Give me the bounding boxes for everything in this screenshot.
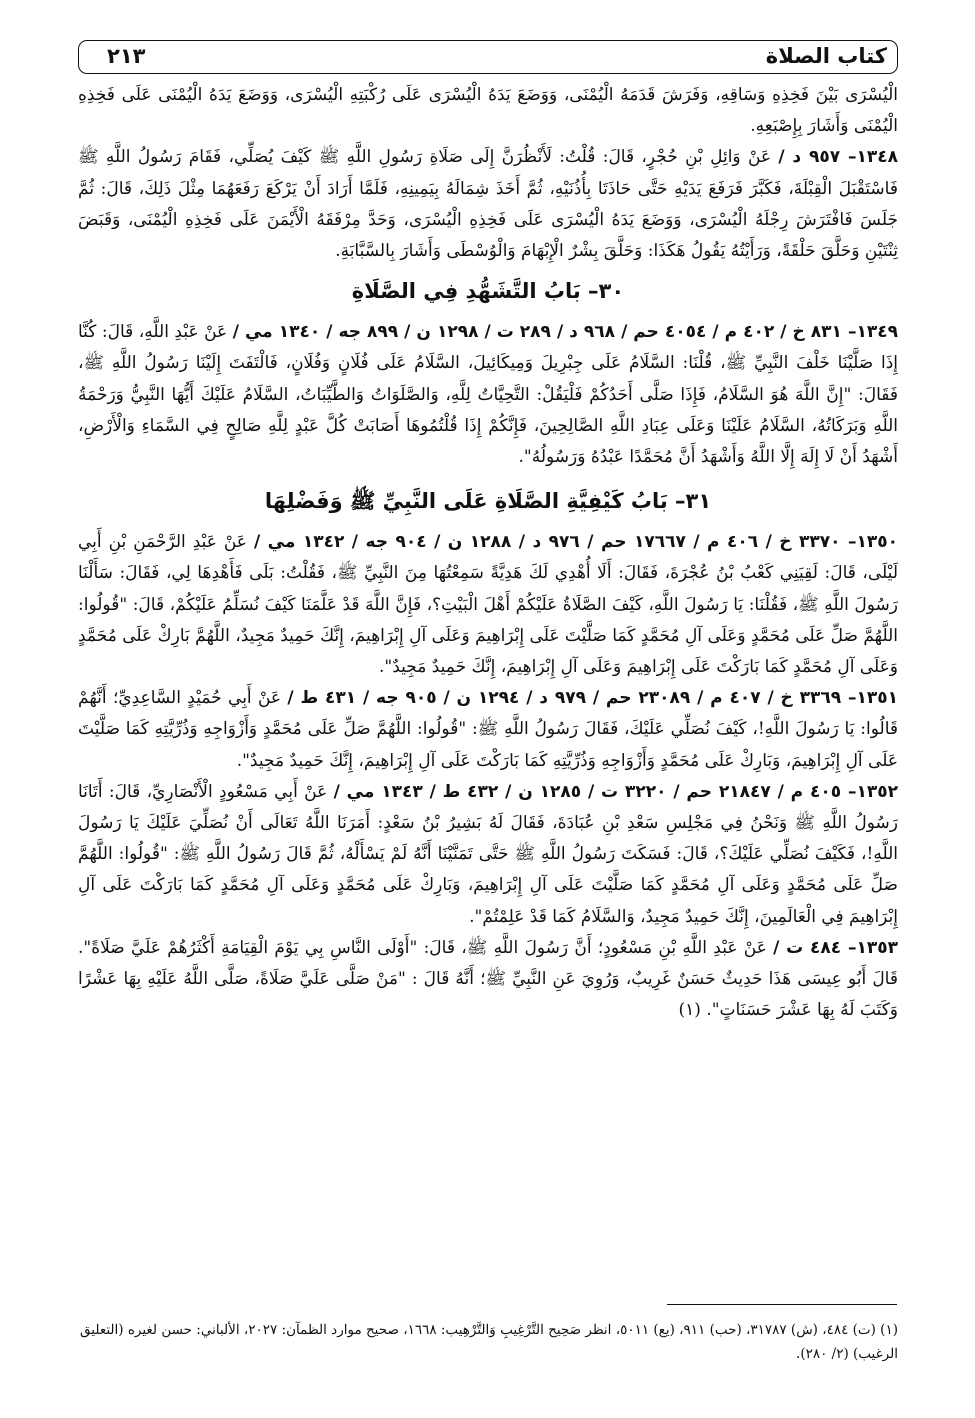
hadith-number: ١٣٤٨– ٩٥٧ د / [778,147,898,168]
hadith-1353 [78,933,898,1027]
page-number: ٢١٣ [107,44,146,68]
hadith-text: عَنْ أَبِي حُمَيْدٍ السَّاعِدِيِّ؛ أَنَّهُمْ قَالُوا: يَا رَسُولَ اللَّهِ!، كَيْفَ نُصَلِّي عَلَيْكَ، فَقَالَ رَسُولُ اللَّهِ ﷺ: "قُولُوا: اللَّهُمَّ صَلِّ عَلَى مُحَمَّدٍ وَأَزْوَاجِهِ وَذُرِّيَّتِهِ كَمَا صَلَّيْتَ عَلَى آلِ إِبْرَاهِيمَ، وَبَارِكْ عَلَى مُحَمَّدٍ وَأَزْوَاجِهِ وَذُرِّيَّتِهِ كَمَا بَارَكْتَ عَلَى آلِ إِبْرَاهِيمَ، إِنَّكَ حَمِيدٌ مَجِيدٌ". [78,688,898,771]
hadith-number: ١٣٤٩– ٨٣١ خ / ٤٠٢ م / ٤٠٥٤ حم / ٩٦٨ د / ٢٨٩ ت / ١٢٩٨ ن / ٨٩٩ جه / ١٣٤٠ مي / [232,322,898,343]
hadith-number: ١٣٥٠– ٣٣٧٠ خ / ٤٠٦ م / ١٧٦٦٧ حم / ٩٧٦ د / ١٢٨٨ ن / ٩٠٤ جه / ١٣٤٢ مي / [253,532,898,553]
paragraph-text: الْيُسْرَى بَيْنَ فَخِذِهِ وَسَاقِهِ، وَفَرَشَ قَدَمَهُ الْيُمْنَى، وَوَضَعَ يَدَهُ الْيُسْرَى عَلَى رُكْبَتِهِ الْيُسْرَى، وَوَضَعَ يَدَهُ الْيُمْنَى عَلَى فَخِذِهِ الْيُمْنَى وَأَشَارَ بِإِصْبَعِهِ. [78,85,898,137]
hadith-text: عَنْ عَبْدِ الرَّحْمَنِ بْنِ أَبِي لَيْلَى، قَالَ: لَقِيَنِي كَعْبُ بْنُ عُجْرَةَ، فَقَالَ: أَلَا أُهْدِي لَكَ هَدِيَّةً سَمِعْتُهَا مِنَ النَّبِيِّ ﷺ، فَقُلْتُ: بَلَى فَأَهْدِهَا لِي، فَقَالَ: سَأَلْنَا رَسُولَ اللَّهِ ﷺ، فَقُلْنَا: يَا رَسُولَ اللَّهِ، كَيْفَ الصَّلَاةُ عَلَيْكُمْ أَهْلَ الْبَيْتِ؟، فَإِنَّ اللَّهَ قَدْ عَلَّمَنَا كَيْفَ نُسَلِّمُ عَلَيْكُمْ، قَالَ: "قُولُوا: اللَّهُمَّ صَلِّ عَلَى مُحَمَّدٍ وَعَلَى آلِ مُحَمَّدٍ كَمَا صَلَّيْتَ عَلَى إِبْرَاهِيمَ وَعَلَى آلِ إِبْرَاهِيمَ، إِنَّكَ حَمِيدٌ مَجِيدٌ، اللَّهُمَّ بَارِكْ عَلَى مُحَمَّدٍ وَعَلَى آلِ مُحَمَّدٍ كَمَا بَارَكْتَ عَلَى إِبْرَاهِيمَ وَعَلَى آلِ إِبْرَاهِيمَ، إِنَّكَ حَمِيدٌ مَجِيدٌ". [78,532,898,678]
hadith-text: عَنْ أَبِي مَسْعُودٍ الْأَنْصَارِيِّ، قَالَ: أَتَانَا رَسُولُ اللَّهِ ﷺ وَنَحْنُ فِي مَجْلِسِ سَعْدِ بْنِ عُبَادَةَ، فَقَالَ لَهُ بَشِيرُ بْنُ سَعْدٍ: أَمَرَنَا اللَّهُ تَعَالَى أَنْ نُصَلِّيَ عَلَيْكَ يَا رَسُولَ اللَّهِ!، فَكَيْفَ نُصَلِّي عَلَيْكَ؟، قَالَ: فَسَكَتَ رَسُولُ اللَّهِ ﷺ حَتَّى تَمَنَّيْنَا أَنَّهُ لَمْ يَسْأَلْهُ، ثُمَّ قَالَ رَسُولُ اللَّهِ ﷺ: "قُولُوا: اللَّهُمَّ صَلِّ عَلَى مُحَمَّدٍ وَعَلَى آلِ مُحَمَّدٍ كَمَا صَلَّيْتَ عَلَى آلِ إِبْرَاهِيمَ، وَبَارِكْ عَلَى مُحَمَّدٍ وَعَلَى آلِ مُحَمَّدٍ كَمَا بَارَكْتَ عَلَى آلِ إِبْرَاهِيمَ فِي الْعَالَمِينَ، إِنَّكَ حَمِيدٌ مَجِيدٌ، وَالسَّلَامُ كَمَا قَدْ عَلِمْتُمْ". [78,781,898,927]
hadith-1349 [78,317,898,473]
hadith-number: ١٣٥٢– ٤٠٥ م / ٢١٨٤٧ حم / ٣٢٢٠ ت / ١٢٨٥ ن / ٤٣٢ ط / ١٣٤٣ مي / [333,781,898,802]
hadith-number: ١٣٥١– ٣٣٦٩ خ / ٤٠٧ م / ٢٣٠٨٩ حم / ٩٧٩ د / ١٢٩٤ ن / ٩٠٥ جه / ٤٣١ ط / [287,688,898,709]
footnote-divider [667,1304,897,1305]
hadith-text: عَنْ عَبْدِ اللَّهِ بْنِ مَسْعُودٍ؛ أَنَّ رَسُولَ اللَّهِ ﷺ، قَالَ: "أَوْلَى النَّاسِ بِي يَوْمَ الْقِيَامَةِ أَكْثَرُهُمْ عَلَيَّ صَلَاةً". قَالَ أَبُو عِيسَى هَذَا حَدِيثٌ حَسَنٌ غَرِيبٌ، وَرُوِيَ عَنِ النَّبِيِّ ﷺ؛ أَنَّهُ قَالَ : "مَنْ صَلَّى عَلَيَّ صَلَاةً، صَلَّى اللَّهُ عَلَيْهِ بِهَا عَشْرًا وَكَتَبَ لَهُ بِهَا عَشْرَ حَسَنَاتٍ". [78,937,898,1021]
hadith-1352 [78,777,898,933]
hadith-continuation [78,80,898,142]
hadith-text: عَنْ وَائِلِ بْنِ حُجْرٍ، قَالَ: قُلْتُ: لَأَنْظُرَنَّ إِلَى صَلَاةِ رَسُولِ اللَّهِ ﷺ كَيْفَ يُصَلِّي، فَقَامَ رَسُولُ اللَّهِ ﷺ فَاسْتَقْبَلَ الْقِبْلَةَ، فَكَبَّرَ فَرَفَعَ يَدَيْهِ حَتَّى حَاذَتَا بِأُذُنَيْهِ، ثُمَّ أَخَذَ شِمَالَهُ بِيَمِينِهِ، فَلَمَّا أَرَادَ أَنْ يَرْكَعَ رَفَعَهُمَا مِثْلَ ذَلِكَ، قَالَ: ثُمَّ جَلَسَ فَافْتَرَشَ رِجْلَهُ الْيُسْرَى، وَوَضَعَ يَدَهُ الْيُسْرَى عَلَى فَخِذِهِ الْيُسْرَى، وَحَدَّ مِرْفَقَهُ الْأَيْمَنَ عَلَى فَخِذِهِ الْيُمْنَى، وَقَبَضَ ثِنْتَيْنِ وَحَلَّقَ حَلْقَةً، وَرَأَيْتُهُ يَقُولُ هَكَذَا: وَحَلَّقَ بِشْرٌ الْإِبْهَامَ وَالْوُسْطَى وَأَشَارَ بِالسَّبَّابَةِ. [78,147,898,262]
footnote-marker: (١) [678,1000,701,1021]
hadith-1350 [78,527,898,683]
chapter-heading-30: ٣٠– بَابُ التَّشَهُّدِ فِي الصَّلَاةِ [351,279,625,304]
chapter-heading-31: ٣١– بَابُ كَيْفِيَّةِ الصَّلَاةِ عَلَى النَّبِيِّ ﷺ وَفَضْلِهَا [264,489,712,514]
hadith-number: ١٣٥٣– ٤٨٤ ت / [773,937,899,958]
hadith-1348 [78,142,898,267]
page-body [78,80,898,1026]
hadith-1351 [78,683,898,777]
hadith-text: عَنْ عَبْدِ اللَّهِ، قَالَ: كُنَّا إِذَا صَلَّيْنَا خَلْفَ النَّبِيِّ ﷺ، قُلْنَا: السَّلَامُ عَلَى جِبْرِيلَ وَمِيكَائِيلَ، السَّلَامُ عَلَى فُلَانٍ وَفُلَانٍ، فَالْتَفَتَ إِلَيْنَا رَسُولُ اللَّهِ ﷺ، فَقَالَ: "إِنَّ اللَّهَ هُوَ السَّلَامُ، فَإِذَا صَلَّى أَحَدُكُمْ فَلْيَقُلْ: التَّحِيَّاتُ لِلَّهِ، وَالصَّلَوَاتُ وَالطَّيِّبَاتُ، السَّلَامُ عَلَيْكَ أَيُّهَا النَّبِيُّ وَرَحْمَةُ اللَّهِ وَبَرَكَاتُهُ، السَّلَامُ عَلَيْنَا وَعَلَى عِبَادِ اللَّهِ الصَّالِحِينَ، فَإِنَّكُمْ إِذَا قُلْتُمُوهَا أَصَابَتْ كُلَّ عَبْدٍ لِلَّهِ صَالِحٍ فِي السَّمَاءِ وَالْأَرْضِ، أَشْهَدُ أَنْ لَا إِلَهَ إِلَّا اللَّهُ وَأَشْهَدُ أَنَّ مُحَمَّدًا عَبْدُهُ وَرَسُولُهُ". [78,322,898,468]
footnote: (١) (ت) ٤٨٤، (ش) ٣١٧٨٧، (حب) ٩١١، (يع) ٥٠١١، انظر صَحِيح التَّرْغِيبِ وَالتَّرْهِيب: ١٦٦٨، صحيح موارد الظمآن: ٢٠٢٧، الألباني: حسن لغيره (التعليق الرغيب) (٢/ ٢٨٠). [80,1322,898,1362]
book-title: كتاب الصلاة [765,44,887,68]
page-header [78,40,898,74]
